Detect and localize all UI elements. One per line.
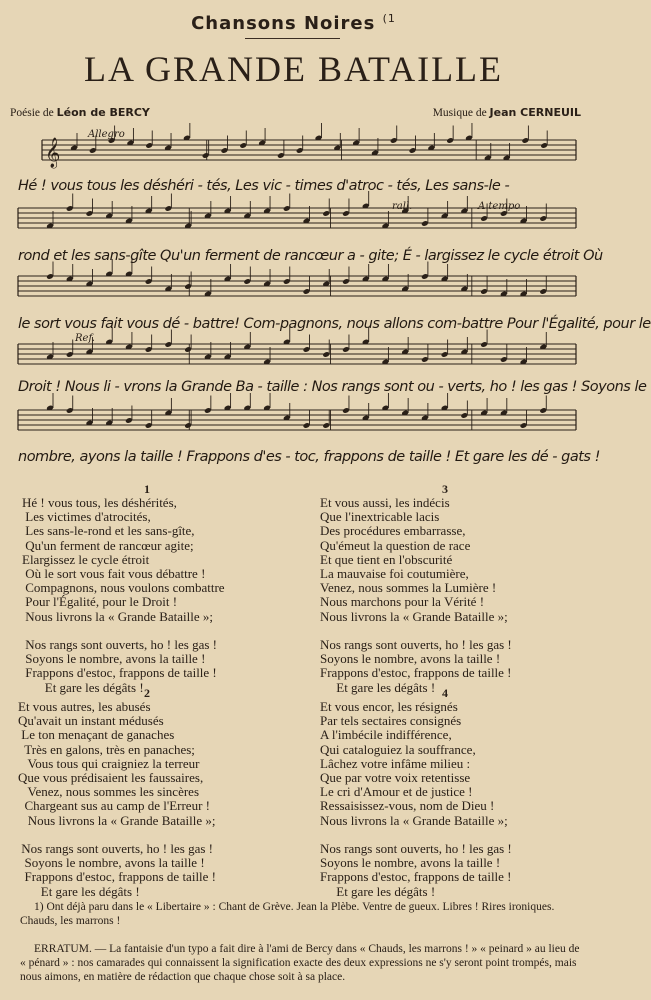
tempo-marking: Allegro: [88, 129, 125, 140]
erratum: ERRATUM. — La fantaisie d'un typo a fait dire à l'ami de Bercy dans « Chauds, les marrons ! » « peinard » au lieu de « pénard » : nos camarades qui connaissent la signification exacte des deux expressions ne s'y seront point trompés, mais nous aimons, en matière de rédaction que chaque chose soit à sa place.: [20, 943, 580, 983]
lyric-line-3: le sort vous fait vous dé - battre! Com-pagnons, nous allons com-battre Pour l'Égalité, pour le: [18, 316, 651, 332]
treble-clef-icon: 𝄞: [45, 138, 61, 168]
poet-credit: [10, 106, 150, 119]
lyric-line-5: nombre, ayons la taille ! Frappons d'es - toc, frappons de taille ! Et gare les dé - gats !: [18, 449, 600, 465]
footnote: 1) Ont déjà paru dans le « Libertaire » : Chant de Grève. Jean la Plèbe. Ventre de gueux. Libres ! Rires ironiques. Chauds, les marrons !: [20, 901, 555, 927]
series-title: Chansons Noires: [191, 13, 376, 34]
composer-credit: [433, 106, 581, 119]
verse-1: Hé ! vous tous, les déshérités, Les victimes d'atrocités, Les sans-le-rond et les sans-gîte, Qu'un ferment de rancœur agite; Elargissez le cycle étroit Où le sort vous fait vous débattre ! Compagnons, nous voulons combattre Pour l'Égalité, pour le Droit ! Nous livrons la « Grande Bataille »; Nos rangs sont ouverts, ho ! les gas ! Soyons le nombre, avons la taille ! Frappons d'estoc, frappons de taille ! Et gare les dégâts !: [22, 495, 225, 695]
a-tempo-marking: A tempo: [478, 201, 521, 212]
series-heading: [0, 12, 587, 34]
verse-number-3: 3: [442, 482, 448, 496]
song-title: LA GRANDE BATAILLE: [83, 49, 504, 89]
poetry-prefix: Poésie de: [10, 107, 54, 119]
rall-marking: rall.: [392, 201, 413, 212]
lyric-line-4: Droit ! Nous li - vrons la Grande Ba - taille : Nos rangs sont ou - verts, ho ! les gas ! Soyons le: [18, 379, 647, 395]
verse-4: Et vous encor, les résignés Par tels sectaires consignés A l'imbécile indifférence, Qui cataloguiez la souffrance, Lâchez votre infâme milieu : Que par votre voix retentisse Le cri d'Amour et de justice ! Ressaisissez-vous, nom de Dieu ! Nous livrons la « Grande Bataille »; Nos rangs sont ouverts, ho ! les gas ! Soyons le nombre, avons la taille ! Frappons d'estoc, frappons de taille ! Et gare les dégâts !: [320, 699, 512, 899]
refrain-marking: Ref.: [75, 333, 95, 344]
lyric-line-1: Hé ! vous tous les déshéri - tés, Les vic - times d'atroc - tés, Les sans-le -: [18, 178, 510, 194]
verse-number-1: 1: [144, 482, 150, 496]
footnote-mark: (1: [382, 12, 396, 25]
verse-2: Et vous autres, les abusés Qu'avait un instant médusés Le ton menaçant de ganaches Très en galons, très en panaches; Vous tous qui craigniez la terreur Que vous prédisaient les faussaires, Venez, nous sommes les sincères Chargeant sus au camp de l'Erreur ! Nous livrons la « Grande Bataille »; Nos rangs sont ouverts, ho ! les gas ! Soyons le nombre, avons la taille ! Frappons d'estoc, frappons de taille ! Et gare les dégâts !: [18, 699, 217, 899]
composer-name: Jean CERNEUIL: [489, 106, 581, 119]
music-score: [0, 128, 651, 473]
verse-3: Et vous aussi, les indécis Que l'inextricable lacis Des procédures embarrasse, Qu'émeut la question de race Et que tient en l'obscurité La mauvaise foi coutumière, Venez, nous sommes la Lumière ! Nous marchons pour la Vérité ! Nous livrons la « Grande Bataille »; Nos rangs sont ouverts, ho ! les gas ! Soyons le nombre, avons la taille ! Frappons d'estoc, frappons de taille ! Et gare les dégâts !: [320, 495, 512, 695]
verse-number-2: 2: [144, 686, 150, 700]
poet-name: Léon de BERCY: [56, 106, 150, 119]
lyric-line-2: rond et les sans-gîte Qu'un ferment de rancœur a - gite; É - largissez le cycle étroit Où: [18, 248, 603, 264]
music-prefix: Musique de: [432, 107, 487, 119]
verse-number-4: 4: [442, 686, 448, 700]
title-rule: [245, 38, 340, 39]
